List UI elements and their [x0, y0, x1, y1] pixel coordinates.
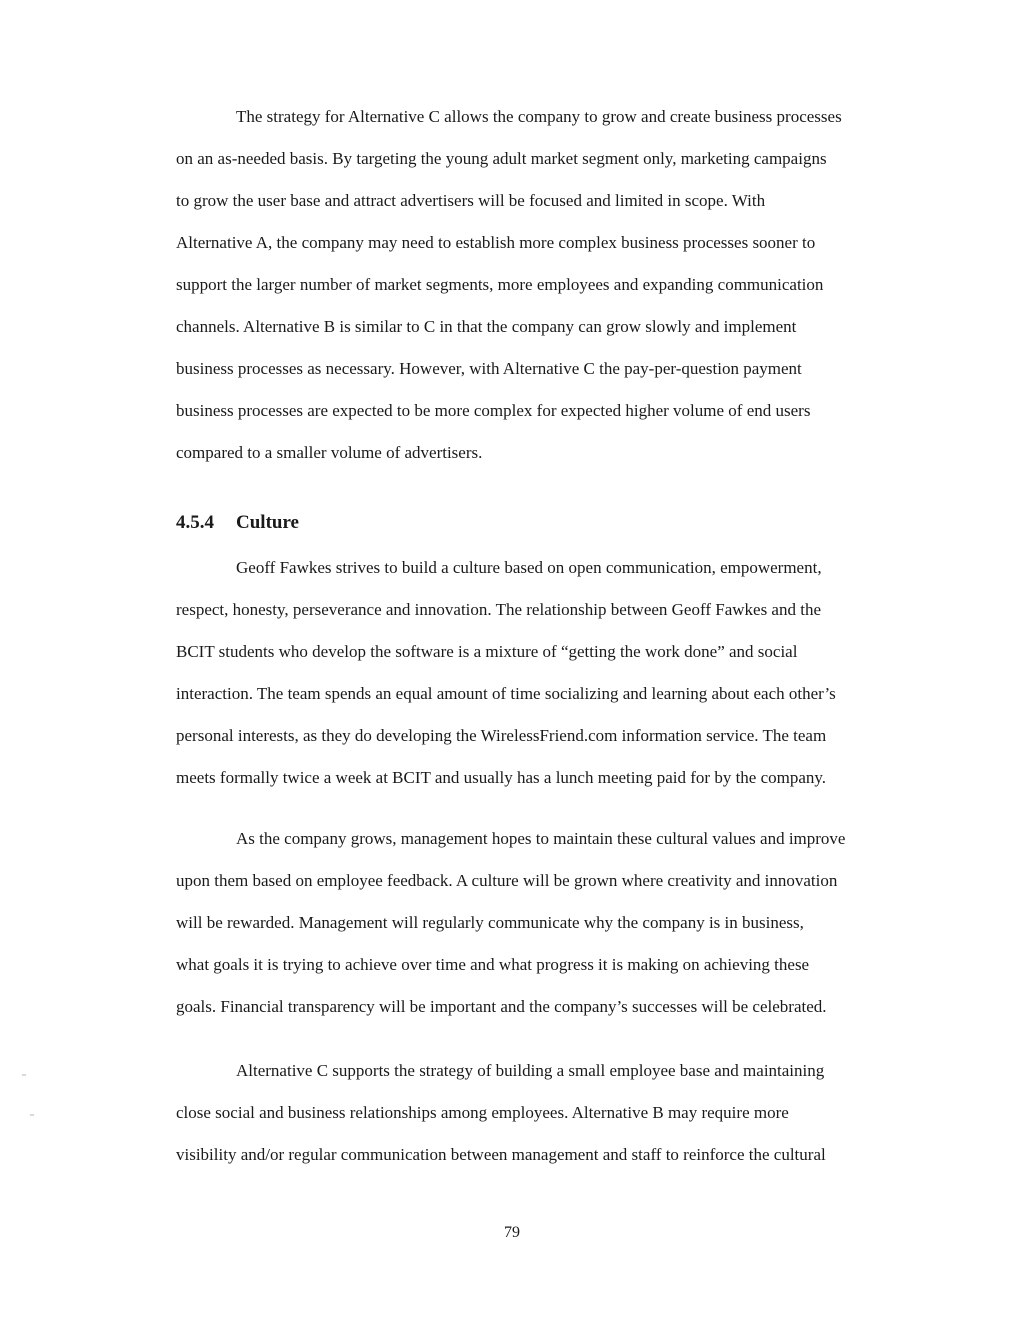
paragraph-line: what goals it is trying to achieve over time and what progress it is making on achieving these [176, 955, 810, 974]
paragraph-line: business processes are expected to be more complex for expected higher volume of end users [176, 401, 811, 420]
paragraph-line: meets formally twice a week at BCIT and usually has a lunch meeting paid for by the company. [176, 768, 827, 787]
paragraph-line: goals. Financial transparency will be important and the company’s successes will be celebrated. [176, 997, 827, 1016]
paragraph-line: Geoff Fawkes strives to build a culture based on open communication, empowerment, [236, 558, 822, 577]
paragraph-line: compared to a smaller volume of advertisers. [176, 443, 483, 462]
paragraph-line: Alternative C supports the strategy of building a small employee base and maintaining [236, 1061, 825, 1080]
paragraph-line: business processes as necessary. However, with Alternative C the pay-per-question payment [176, 359, 802, 378]
section-number: 4.5.4 [176, 512, 214, 533]
paragraph-culture-intro [176, 557, 911, 809]
section-title: Culture [236, 512, 299, 533]
paragraph-line: support the larger number of market segments, more employees and expanding communication [176, 275, 824, 294]
paragraph-line: close social and business relationships among employees. Alternative B may require more [176, 1103, 789, 1122]
page-number: 79 [504, 1224, 520, 1241]
paragraph-line: on an as-needed basis. By targeting the young adult market segment only, marketing campaigns [176, 149, 827, 168]
paragraph-strategy [176, 106, 911, 484]
section-heading [176, 512, 299, 534]
scan-speck [30, 1114, 34, 1116]
paragraph-line: to grow the user base and attract advertisers will be focused and limited in scope. With [176, 191, 766, 210]
paragraph-culture-growth [176, 828, 911, 1038]
paragraph-line: As the company grows, management hopes to maintain these cultural values and improve [236, 829, 846, 848]
paragraph-line: respect, honesty, perseverance and innovation. The relationship between Geoff Fawkes and the [176, 600, 821, 619]
paragraph-line: interaction. The team spends an equal amount of time socializing and learning about each other’s [176, 684, 836, 703]
paragraph-line: personal interests, as they do developing the WirelessFriend.com information service. The team [176, 726, 827, 745]
paragraph-line: visibility and/or regular communication between management and staff to reinforce the cultural [176, 1145, 826, 1164]
paragraph-alternative-c-culture [176, 1060, 911, 1186]
paragraph-line: will be rewarded. Management will regularly communicate why the company is in business, [176, 913, 804, 932]
paragraph-line: The strategy for Alternative C allows the company to grow and create business processes [236, 107, 842, 126]
paragraph-line: Alternative A, the company may need to establish more complex business processes sooner to [176, 233, 816, 252]
paragraph-line: BCIT students who develop the software is a mixture of “getting the work done” and social [176, 642, 798, 661]
paragraph-line: upon them based on employee feedback. A culture will be grown where creativity and innovation [176, 871, 838, 890]
paragraph-line: channels. Alternative B is similar to C in that the company can grow slowly and implement [176, 317, 797, 336]
scan-speck [22, 1074, 26, 1076]
